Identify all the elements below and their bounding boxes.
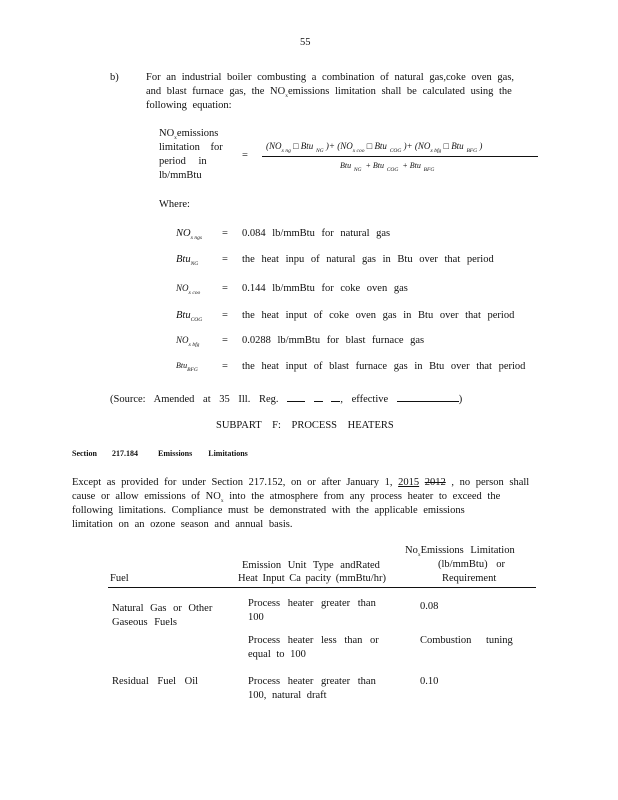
table-header-limit: (lb/mmBtu) or: [438, 559, 505, 570]
definition-symbol: Btu$_{NG}$: [176, 254, 199, 267]
definition-symbol: Btu$_{COG}$: [176, 310, 203, 323]
definition-symbol: $NO_{x bfg}$: [176, 335, 200, 348]
table-header-fuel: Fuel: [110, 573, 129, 584]
section-number: 217.184: [112, 449, 138, 458]
equation-lhs: $NO_xemissions$: [159, 128, 219, 141]
equation-denominator: Btu $_{NG}$ + Btu $_{COG}$ + Btu $_{BFG}$: [340, 161, 435, 173]
definition-equals: =: [222, 310, 228, 321]
table-cell-limit: 0.08: [420, 601, 439, 612]
definition-symbol: $NO_{x ngs}$: [176, 228, 203, 241]
table-header-type: Emission Unit Type andRated: [242, 560, 380, 571]
table-cell-type: Process heater less than or: [248, 635, 379, 646]
body-line: cause or allow emissions of $NO_x$ into the atmosphere from any process heater to exceed the: [72, 491, 501, 504]
definition-text: the heat inpu of natural gas in Btu over that period: [242, 254, 494, 265]
table-cell-fuel: Residual Fuel Oil: [112, 676, 199, 687]
equation-numerator: ($NO_{x ng}$ □ Btu $_{NG}$ )+ ($NO_{x coo}$ □ Btu $_{COG}$ )+ ($NO_{x bfg}$ □ Btu $_{BFG}$ ): [266, 141, 483, 154]
table-cell-type: equal to 100: [248, 649, 306, 660]
subpart-heading: SUBPART F: PROCESS HEATERS: [216, 420, 394, 431]
definition-equals: =: [222, 335, 228, 346]
definition-text: the heat input of blast furnace gas in Btu over that period: [242, 361, 526, 372]
deleted-text: 2012: [424, 477, 446, 488]
table-cell-fuel: Gaseous Fuels: [112, 617, 177, 628]
definition-symbol: Btu$_{BFG}$: [176, 361, 198, 373]
definition-equals: =: [222, 361, 228, 372]
equation-lhs: period in: [159, 156, 207, 167]
paragraph-line: and blast furnace gas, the $NO_xemissions$ limitation shall be calculated using the: [146, 86, 512, 99]
definition-equals: =: [222, 254, 228, 265]
table-cell-type: 100: [248, 612, 264, 623]
table-cell-limit: 0.10: [420, 676, 439, 687]
equals-sign: =: [242, 150, 248, 161]
paragraph-label: b): [110, 72, 119, 83]
equation-lhs: limitation for: [159, 142, 223, 153]
body-line: Except as provided for under Section 217.152, on or after January 1, 2015 2012 , no person shall: [72, 477, 530, 488]
source-note: (Source: Amended at 35 Ill. Reg. , effective ): [110, 394, 463, 405]
table-header-type: Heat Input Ca pacity (mmBtu/hr): [238, 573, 386, 584]
definition-equals: =: [222, 228, 228, 239]
fraction-bar: [262, 156, 538, 157]
definition-text: 0.084 lb/mmBtu for natural gas: [242, 228, 391, 239]
definition-text: 0.144 lb/mmBtu for coke oven gas: [242, 283, 408, 294]
paragraph-line: following equation:: [146, 100, 232, 111]
paragraph-line: For an industrial boiler combusting a combination of natural gas,coke oven gas,: [146, 72, 515, 83]
table-header-limit: $No_xEmissions$ Limitation: [405, 545, 515, 558]
equation-lhs: lb/mmBtu: [159, 170, 202, 181]
definition-symbol: $NO_{x coo}$: [176, 283, 201, 296]
table-cell-type: 100, natural draft: [248, 690, 327, 701]
definition-text: the heat input of coke oven gas in Btu over that period: [242, 310, 515, 321]
body-line: following limitations. Compliance must be demonstrated with the applicable emissions: [72, 505, 465, 516]
section-title: Emissions Limitations: [158, 449, 248, 458]
table-cell-type: Process heater greater than: [248, 598, 376, 609]
section-label: Section: [72, 449, 97, 458]
body-line: limitation on an ozone season and annual basis.: [72, 519, 293, 530]
page-number: 55: [300, 37, 311, 48]
definition-text: 0.0288 lb/mmBtu for blast furnace gas: [242, 335, 425, 346]
table-header-rule: [108, 587, 536, 588]
table-header-limit: Requirement: [442, 573, 497, 584]
table-cell-limit: Combustion tuning: [420, 635, 513, 646]
inserted-text: 2015: [398, 477, 420, 488]
table-cell-fuel: Natural Gas or Other: [112, 603, 213, 614]
definition-equals: =: [222, 283, 228, 294]
where-label: Where:: [159, 199, 190, 210]
table-cell-type: Process heater greater than: [248, 676, 376, 687]
